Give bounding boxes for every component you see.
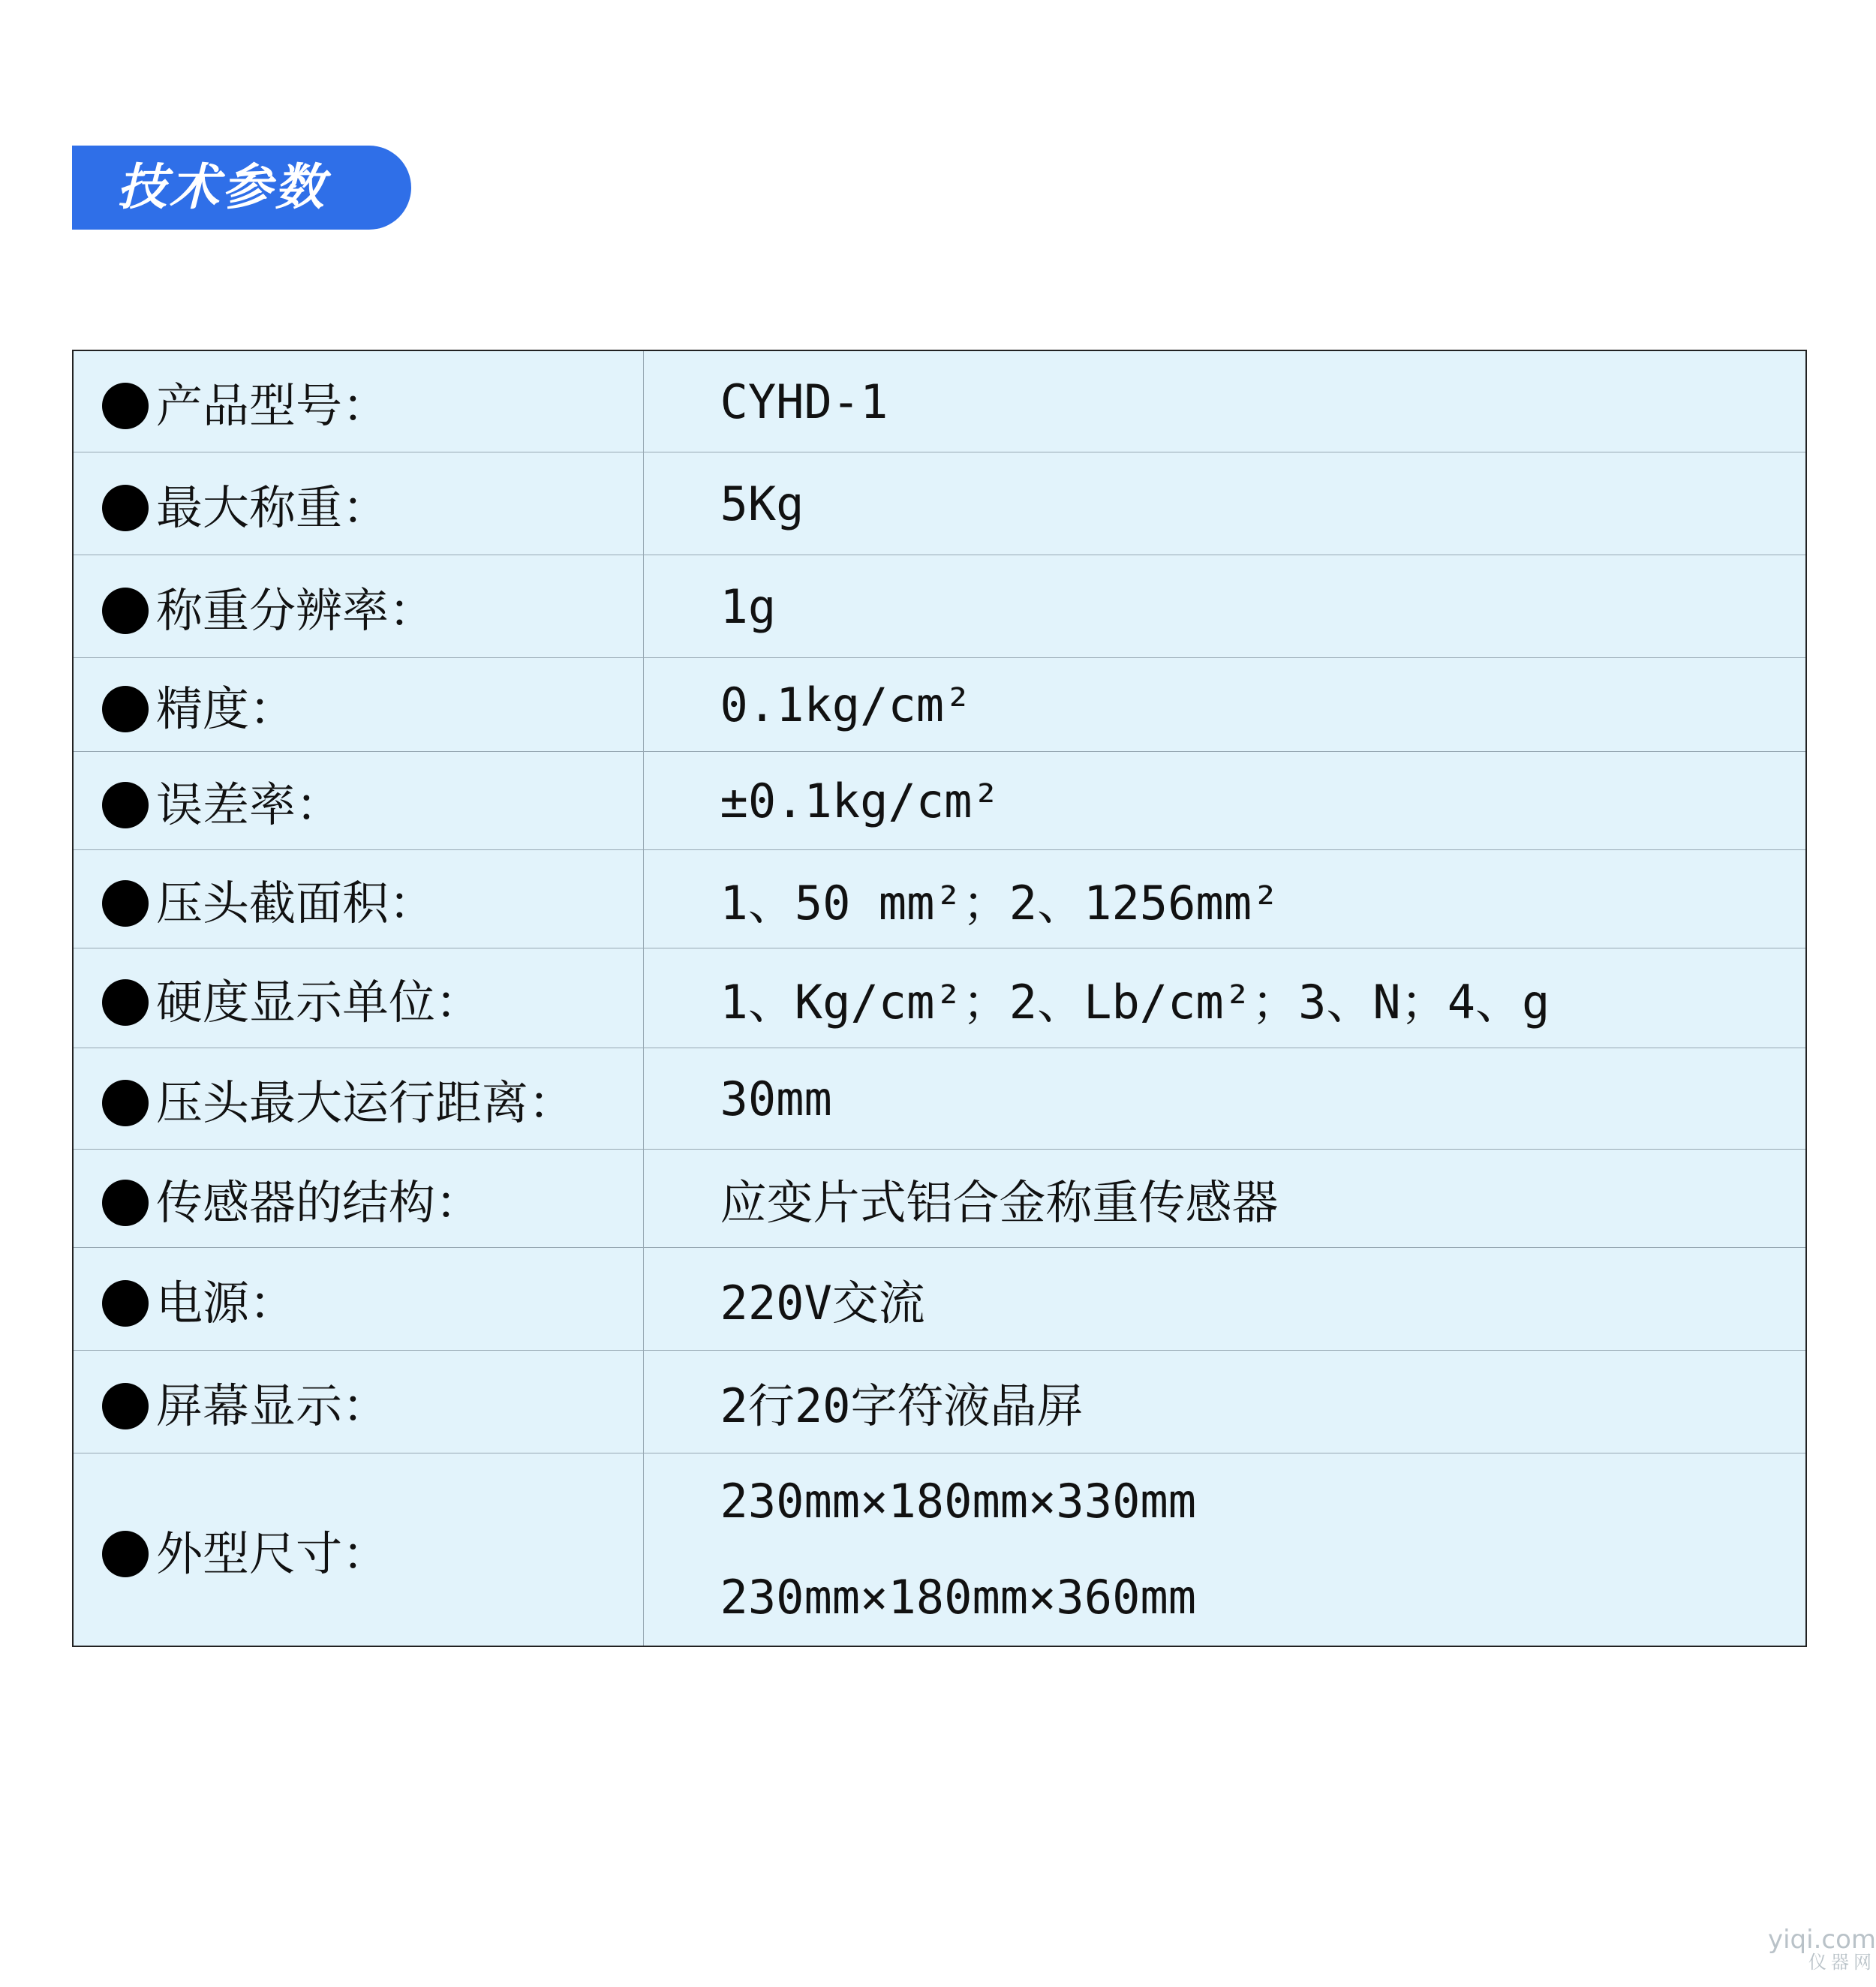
bullet-icon: [102, 1531, 149, 1577]
bullet-icon: [102, 979, 149, 1026]
table-row: [73, 1048, 1806, 1150]
spec-label: 电源：: [156, 1275, 296, 1330]
spec-label: 称重分辨率：: [156, 582, 436, 638]
bullet-icon: [102, 686, 149, 732]
spec-label-cell: [73, 350, 643, 452]
table-row: [73, 850, 1806, 948]
spec-label-cell: [73, 1150, 643, 1248]
spec-label: 产品型号：: [156, 377, 389, 433]
spec-value: 5Kg: [643, 452, 1806, 555]
table-row: [73, 948, 1806, 1048]
spec-label: 最大称重：: [156, 479, 389, 535]
table-row: [73, 1150, 1806, 1248]
watermark-subtext: 仪器网: [1808, 1952, 1876, 1973]
spec-value: 0.1kg/cm²: [643, 658, 1806, 752]
bullet-icon: [102, 1180, 149, 1226]
section-title: 技术参数: [117, 158, 327, 216]
spec-label-cell: [73, 752, 643, 850]
spec-value-line: 230mm×180mm×360mm: [720, 1570, 1197, 1625]
table-row: [73, 350, 1806, 452]
table-row: [73, 1453, 1806, 1647]
spec-value: 1、50 mm²；2、1256mm²: [643, 850, 1806, 948]
watermark-logo: [1767, 1925, 1876, 1973]
spec-label: 传感器的结构：: [156, 1174, 483, 1230]
spec-label: 压头最大运行距离：: [156, 1075, 576, 1130]
spec-value: 220V交流: [643, 1248, 1806, 1351]
spec-label-cell: [73, 555, 643, 658]
bullet-icon: [102, 383, 149, 429]
table-row: [73, 1248, 1806, 1351]
section-title-tab: [72, 146, 411, 230]
spec-value: 30mm: [643, 1048, 1806, 1150]
spec-label-cell: [73, 658, 643, 752]
spec-table: [72, 350, 1807, 1647]
spec-value-cell: [643, 1453, 1806, 1647]
spec-label-cell: [73, 850, 643, 948]
bullet-icon: [102, 782, 149, 828]
table-row: [73, 752, 1806, 850]
spec-label-cell: [73, 1248, 643, 1351]
spec-label-cell: [73, 1351, 643, 1453]
spec-value: 2行20字符液晶屏: [643, 1351, 1806, 1453]
table-row: [73, 452, 1806, 555]
bullet-icon: [102, 588, 149, 634]
spec-label: 压头截面积：: [156, 875, 436, 930]
bullet-icon: [102, 485, 149, 531]
spec-value: 1、Kg/cm²；2、Lb/cm²；3、N；4、g: [643, 948, 1806, 1048]
spec-value: 应变片式铝合金称重传感器: [643, 1150, 1806, 1248]
spec-label: 硬度显示单位：: [156, 974, 483, 1030]
spec-label: 误差率：: [156, 777, 343, 832]
spec-label: 外型尺寸：: [156, 1526, 389, 1581]
spec-value: ±0.1kg/cm²: [643, 752, 1806, 850]
spec-label-cell: [73, 1453, 643, 1647]
spec-value: 1g: [643, 555, 1806, 658]
spec-value-line: 230mm×180mm×330mm: [720, 1474, 1197, 1529]
watermark-text: yiqi.com: [1767, 1925, 1876, 1955]
table-row: [73, 1351, 1806, 1453]
spec-label: 精度：: [156, 681, 296, 736]
spec-value: CYHD-1: [643, 350, 1806, 452]
spec-label-cell: [73, 1048, 643, 1150]
spec-label-cell: [73, 948, 643, 1048]
table-row: [73, 658, 1806, 752]
spec-label: 屏幕显示：: [156, 1378, 389, 1433]
bullet-icon: [102, 880, 149, 927]
bullet-icon: [102, 1383, 149, 1429]
spec-label-cell: [73, 452, 643, 555]
bullet-icon: [102, 1280, 149, 1327]
table-row: [73, 555, 1806, 658]
bullet-icon: [102, 1080, 149, 1126]
